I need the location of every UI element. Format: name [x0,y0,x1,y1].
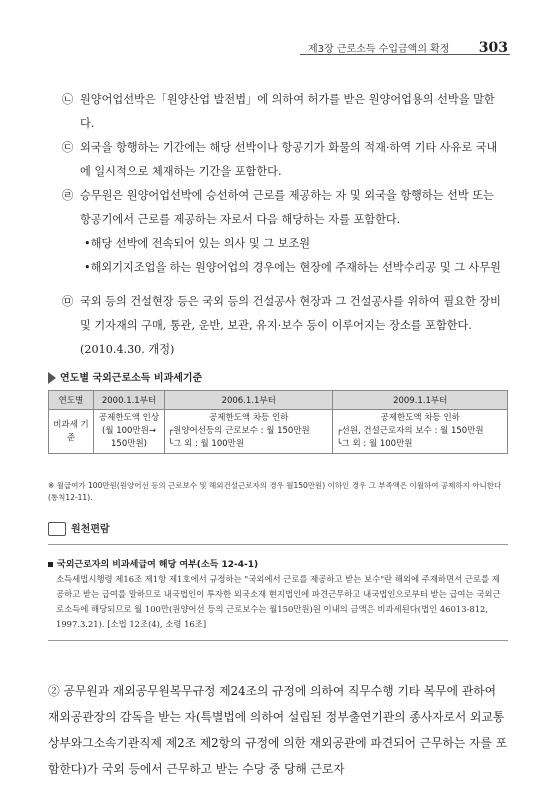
item-mark: ㉤ [62,295,74,308]
cell-line: ┌원양어선등의 근로보수 : 월 150만원 [168,426,310,436]
box-body: 소득세법시행령 제16조 제1항 제1호에서 규정하는 "국외에서 근로를 제공하고 받는 보수"란 해외에 주재하면서 근로를 제공하고 받는 급여를 말하므로 내국법인이 투자한 외국소재 현지법인에 파견근무하고 내국법인으로부터 받는 급여는 국외근로소득에 해당되므로 월 100만(원양어선 등의 근로보수는 월150만원)원 이내의 금액은 비과세된다(법인 46013-812, 1997.3.21). [소법 12조(4), 소령 16조] [56,574,501,629]
table-header: 연도별 [49,391,94,410]
table-cell [165,410,333,454]
item-text: 원양어업선박은「원양산업 발전법」에 의하여 허가를 받은 원양어업용의 선박을 말한다. [80,93,495,130]
item-e [62,290,508,362]
item-text: 승무원은 원양어업선박에 승선하여 근로를 제공하는 자 및 외국을 항행하는 선박 또는 항공기에서 근로를 제공하는 자로서 다음 해당하는 자를 포함한다. [80,189,494,226]
item-text: 국외 등의 건설현장 등은 국외 등의 건설공사 현장과 그 건설공사를 위하여 필요한 장비 및 기자재의 구매, 통관, 운반, 보관, 유지·보수 등이 이루어지는 장소를 포함한다. (2010.4.30. 개정) [80,295,501,356]
box-title [48,557,258,570]
table-note: ※ 월급여가 100만원(원양어선 등의 근로보수 및 해외건설근로자의 경우 월150만원) 이하인 경우 그 부족액은 이월하여 공제하지 아니한다(통칙12-11). [48,481,502,502]
book-icon [48,522,66,536]
bullet-item: •해당 선박에 전속되어 있는 의사 및 그 보조원 [84,237,311,250]
square-bullet-icon [48,562,53,567]
tax-table [48,390,508,454]
table-cell: 공제한도액 인상 (월 100만원→ 150만원) [94,410,165,454]
cell-line: 공제한도액 차등 인하 [380,413,460,423]
chapter-header: 제3장 근로소득 수입금액의 확정 [308,44,450,55]
cell-line: └그 외 : 월 100만원 [168,439,245,449]
section-title [48,369,202,384]
table-header: 2006.1.1부터 [165,391,333,410]
cell-line: ┌선원, 건설근로자의 보수 : 월 150만원 [336,426,484,436]
source-heading [48,520,110,536]
item-mark: ㉣ [62,189,74,202]
table-header: 2009.1.1부터 [333,391,508,410]
page-number: 303 [478,40,508,56]
bullet-item: •해외기지조업을 하는 원양어업의 경우에는 현장에 주재하는 선박수리공 및 그 사무원 [84,261,501,274]
item-b [62,88,508,136]
item-d [62,184,508,232]
box-top-rule [48,544,508,545]
box-bottom-rule [48,640,508,641]
source-label: 원천편람 [71,524,110,535]
cell-line: 공제한도액 차등 인하 [209,413,289,423]
table-header: 2000.1.1부터 [94,391,165,410]
item-mark: ㉢ [62,141,74,154]
item-mark: ㉡ [62,93,74,106]
arrow-icon [48,372,56,384]
item-text: 외국을 항행하는 기간에는 해당 선박이나 항공기가 화물의 적재·하역 기타 사유로 국내에 일시적으로 체재하는 기간을 포함한다. [80,141,498,178]
item-c [62,136,508,184]
section-title-text: 연도별 국외근로소득 비과세기준 [60,373,203,384]
paragraph-2: ② 공무원과 재외공무원복무규정 제24조의 규정에 의하여 직무수행 기타 복무에 관하여 재외공관장의 감독을 받는 자(특별법에 의하여 설립된 정부출연기관의 종사자로서 외교통상부와그소속기관직제 제2조 제2항의 규정에 의한 재외공관에 파견되어 근무하는 자를 포함한다)가 국외 등에서 근무하고 받는 수당 중 당해 근로자 [48,684,508,776]
header-rule [300,54,510,55]
cell-line: └그 외 : 월 100만원 [336,439,413,449]
table-row-label: 비과세 기 준 [49,410,94,454]
box-title-text: 국외근로자의 비과세급여 해당 여부(소득 12-4-1) [57,560,259,570]
table-cell [333,410,508,454]
